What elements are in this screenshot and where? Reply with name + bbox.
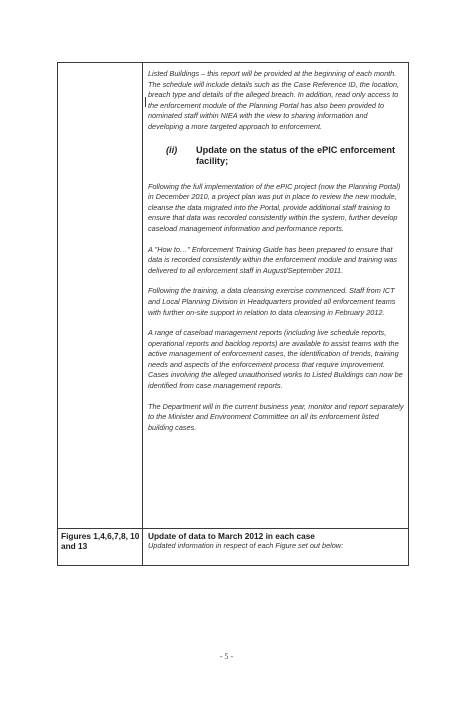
paragraph-implementation: Following the full implementation of the ePIC project (now the Planning Portal) in December 2010, a project plan was put in place to review the new module, cleanse the data migrated into the Portal, provide additional staff training to ensure that data was recorded consistently within the system, further develop caseload management information and performance reports. bbox=[148, 181, 401, 233]
column-divider bbox=[142, 63, 143, 565]
margin-change-bar bbox=[145, 97, 146, 107]
paragraph-data-cleansing: Following the training, a data cleansing exercise commenced. Staff from ICT and Local Planning Division in Headquarters provided all enforcement teams with further on-site support in relation to data cleansing in February 2012. bbox=[148, 286, 396, 317]
paragraph-monitoring: The Department will in the current business year, monitor and report separately to the Minister and Environment Committee on all its enforcement listed building cases. bbox=[148, 401, 404, 432]
figures-label: Figures 1,4,6,7,8, 10 and 13 bbox=[61, 531, 140, 552]
paragraph-training-guide: A "How to…" Enforcement Training Guide has been prepared to ensure that data is recorded consistently within the enforcement module and training was delivered to all enforcement staff in August/September 2011. bbox=[148, 244, 398, 275]
figures-update-subtext: Updated information in respect of each Figure set out below: bbox=[148, 541, 344, 551]
page-number: - 5 - bbox=[219, 652, 234, 661]
paragraph-management-reports: A range of caseload management reports (including live schedule reports, operational reports and backlog reports) are available to assist teams with the active management of enforcement cases, the identification of trends, training needs and aspects of the enforcement process that require improvement. Cases involving the alleged unauthorised works to Listed Buildings can now be identified from case management reports. bbox=[148, 328, 403, 391]
figures-update-heading: Update of data to March 2012 in each case bbox=[148, 531, 315, 541]
section-heading-number: (ii) bbox=[166, 144, 178, 155]
intro-paragraph: Listed Buildings – this report will be provided at the beginning of each month. The schedule will include details such as the Case Reference ID, the location, breach type and details of the alleged breach. In addition, read only access to the enforcement module of the Planning Portal has also been provided to nominated staff within NIEA with the view to sharing information and developing a more targeted approach to enforcement. bbox=[148, 69, 400, 131]
document-table bbox=[57, 62, 409, 566]
row-divider bbox=[58, 528, 408, 529]
section-heading-text: Update on the status of the ePIC enforcement facility; bbox=[196, 144, 396, 167]
section-heading bbox=[148, 145, 404, 168]
right-cell-content bbox=[148, 69, 404, 443]
figures-update-cell bbox=[148, 531, 404, 552]
